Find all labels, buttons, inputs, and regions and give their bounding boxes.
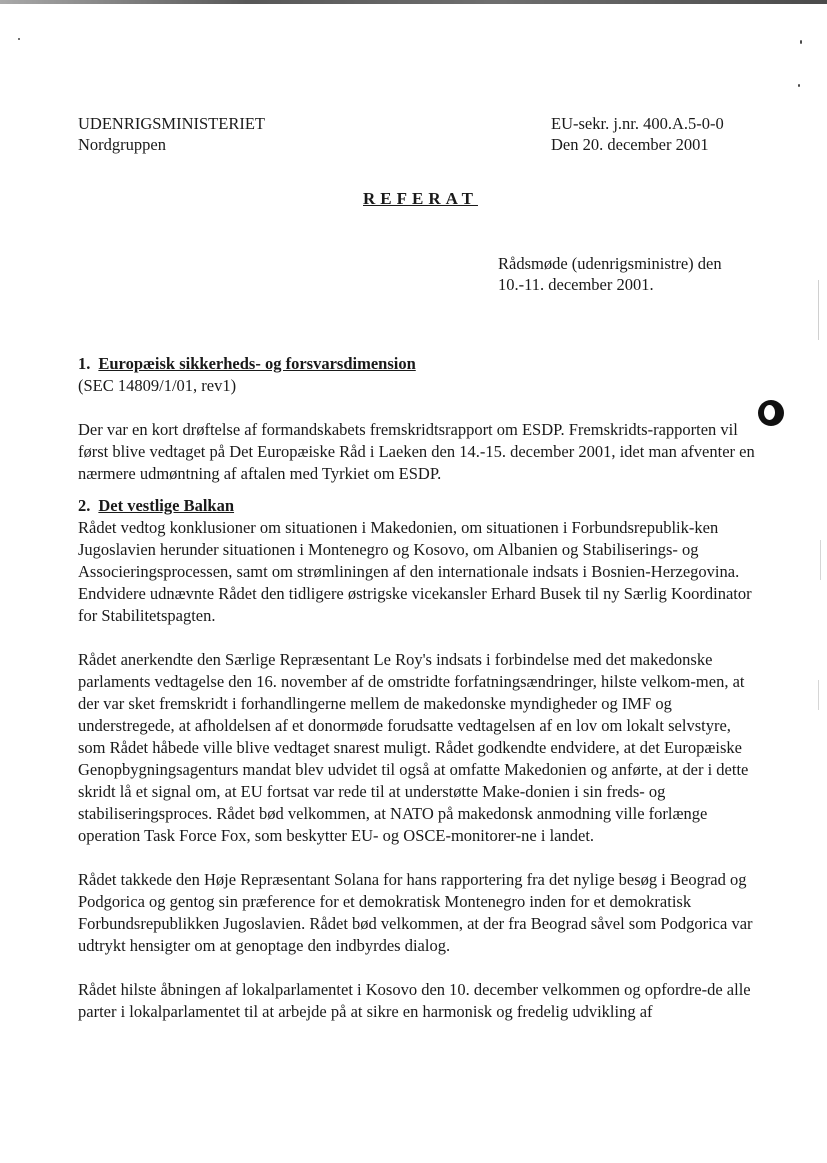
section-1-title: Europæisk sikkerheds- og forsvarsdimension <box>98 354 416 373</box>
section-1-number: 1. <box>78 354 91 373</box>
section-2-paragraph-2: Rådet anerkendte den Særlige Repræsentant Le Roy's indsats i forbindelse med det makedonske parlaments vedtagelse den 16. november af de omstridte forfatningsændringer, hilste velkom-men, at der var sket fremskridt i forhandlingerne mellem de makedonske myndigheder og IMF og understregede, at afholdelsen af et donormøde forudsatte vedtagelsen af en lov om lokalt selvstyre, som Rådet håbede ville blive vedtaget snarest muligt. Rådet godkendte endvidere, at det Europæiske Genopbygningsagenturs mandat blev udvidet til også at omfatte Makedonien og anførte, at der i dette skridt lå et signal om, at EU fortsat var rede til at understøtte Make-donien i sin freds- og stabiliseringsproces. Rådet bød velkommen, at NATO på makedonsk anmodning ville forlænge operation Task Force Fox, som beskytter EU- og OSCE-monitorer-ne i landet. <box>78 650 749 845</box>
scan-edge-mark <box>818 680 819 710</box>
section-2-number: 2. <box>78 496 91 515</box>
ministry-name: UDENRIGSMINISTERIET <box>78 114 265 133</box>
section-2-heading <box>78 495 758 517</box>
scan-speck <box>798 84 800 87</box>
scan-edge-mark <box>818 280 819 340</box>
section-1-heading <box>78 353 758 375</box>
binder-hole-icon <box>758 400 784 426</box>
scan-edge-mark <box>820 540 821 580</box>
document-title: REFERAT <box>363 189 478 208</box>
section-1 <box>78 353 758 485</box>
meeting-line-1: Rådsmøde (udenrigsministre) den <box>498 254 722 273</box>
scan-edge <box>0 0 827 4</box>
section-1-reference: (SEC 14809/1/01, rev1) <box>78 376 237 395</box>
section-2-paragraph-3: Rådet takkede den Høje Repræsentant Solana for hans rapportering fra det nylige besøg i Beograd og Podgorica og gentog sin præference for et demokratisk Montenegro inden for et demokratisk Forbundsrepublikken Jugoslavien. Rådet bød velkommen, at der fra Beograd såvel som Podgorica var udtrykt hensigter om at genoptage den indbyrdes dialog. <box>78 870 753 955</box>
section-1-paragraph-1: Der var en kort drøftelse af formandskabets fremskridtsrapport om ESDP. Fremskridts-rapporten vil først blive vedtaget på Det Europæiske Råd i Laeken den 14.-15. december 2001, idet man afventer en nærmere udmøntning af aftalen med Tyrkiet om ESDP. <box>78 420 755 483</box>
scan-speck <box>800 40 802 44</box>
department-name: Nordgruppen <box>78 135 166 154</box>
meeting-block <box>498 253 722 295</box>
journal-number: EU-sekr. j.nr. 400.A.5-0-0 <box>551 114 724 133</box>
sender-block <box>78 113 265 155</box>
section-2 <box>78 495 758 1023</box>
meeting-line-2: 10.-11. december 2001. <box>498 275 654 294</box>
section-2-title: Det vestlige Balkan <box>98 496 235 515</box>
section-2-paragraph-1: Rådet vedtog konklusioner om situationen i Makedonien, om situationen i Forbundsrepublik-ken Jugoslavien herunder situationen i Montenegro og Kosovo, om Albanien og Stabiliserings- og Associeringsprocessen, samt om strømliningen af den internationale indsats i Bosnien-Herzegovina. Endvidere udnævnte Rådet den tidligere østrigske vicekansler Erhard Busek til ny Særlig Koordinator for Stabilitetspagten. <box>78 518 752 625</box>
section-2-paragraph-4: Rådet hilste åbningen af lokalparlamentet i Kosovo den 10. december velkommen og opfordre-de alle parter i lokalparlamentet til at arbejde på at sikre en harmonisk og fredelig udvikling af <box>78 980 751 1021</box>
reference-block <box>551 113 724 155</box>
scan-speck <box>18 38 20 40</box>
document-date: Den 20. december 2001 <box>551 135 709 154</box>
